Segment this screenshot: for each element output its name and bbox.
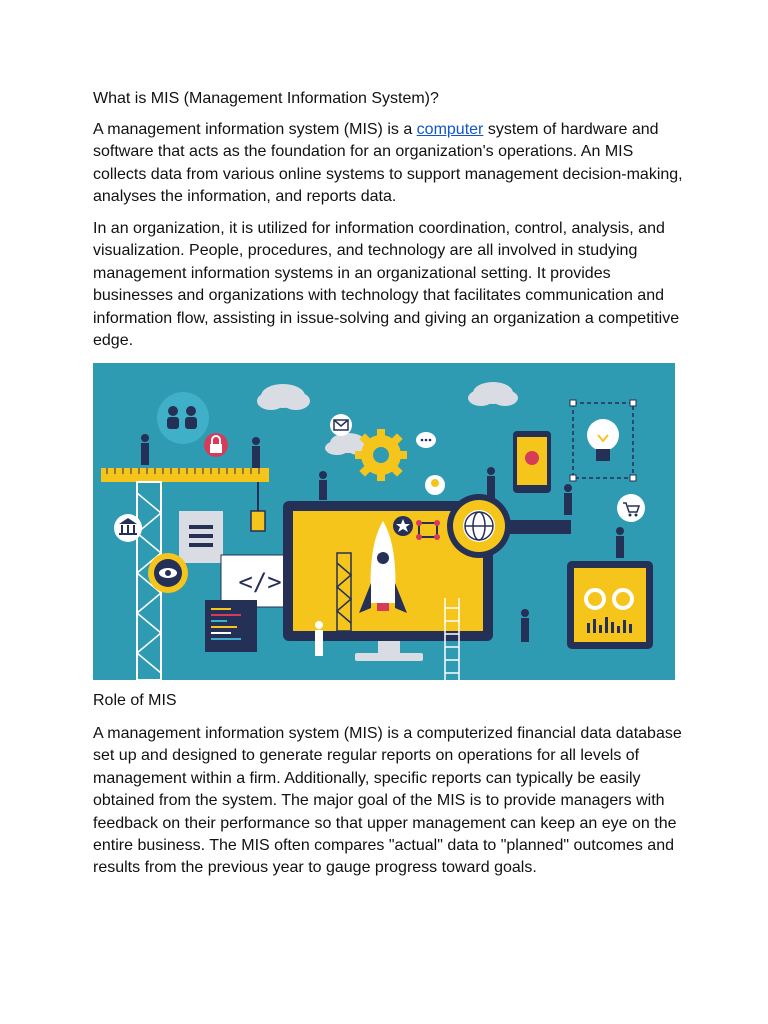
terminal-window xyxy=(205,600,257,652)
bank-icon xyxy=(114,514,142,542)
globe-icon xyxy=(463,510,495,542)
person-figure xyxy=(315,621,323,656)
phone-icon xyxy=(513,431,551,493)
gear-icon xyxy=(355,429,407,481)
person-figure xyxy=(487,467,495,498)
location-icon xyxy=(425,475,445,495)
code-symbol: </> xyxy=(238,568,282,596)
computer-link[interactable]: computer xyxy=(416,121,484,138)
para1-text-after: system of hardware and software that acts as the foundation for an organization's operations. An MIS collects data from various online systems to support management decision-making, analyses the information, and reports data. xyxy=(93,121,683,206)
person-figure xyxy=(319,471,327,500)
cart-icon xyxy=(617,494,645,522)
eye-icon xyxy=(148,553,188,593)
document-icon xyxy=(179,511,223,563)
lock-icon xyxy=(204,433,228,457)
paragraph-role-of-mis: A management information system (MIS) is a computerized financial data database set up and designed to generate regular reports on operations for all levels of management within a firm. Additionally, specific reports can typically be easily obtained from the system. The major goal of the MIS is to provide managers with feedback on their performance so that upper management can keep an eye on the entire business. The MIS often compares "actual" data to "planned" outcomes and results from the previous year to gauge progress toward goals. xyxy=(93,725,682,877)
chat-icon xyxy=(416,432,436,448)
person-figure xyxy=(521,609,529,642)
heading-what-is-mis: What is MIS (Management Information System)? xyxy=(93,90,439,107)
para1-text-before: A management information system (MIS) is a xyxy=(93,121,417,138)
paragraph-mis-usage: In an organization, it is utilized for information coordination, control, analysis, and visualization. People, procedures, and technology are all involved in studying management information systems in an organizational setting. It provides businesses and organizations with technology that facilitates communication and information flow, assisting in issue-solving and giving an organization a competitive edge. xyxy=(93,220,680,350)
person-figure xyxy=(564,484,572,515)
tablet-icon xyxy=(567,561,653,649)
mail-icon xyxy=(330,414,352,436)
paragraph-mis-definition xyxy=(93,119,683,209)
person-figure xyxy=(616,527,624,558)
person-figure xyxy=(252,437,260,468)
person-figure xyxy=(141,434,149,465)
team-icon xyxy=(157,392,209,444)
heading-role-of-mis: Role of MIS xyxy=(93,692,177,709)
star-icon xyxy=(393,516,413,536)
mis-illustration xyxy=(93,363,675,680)
